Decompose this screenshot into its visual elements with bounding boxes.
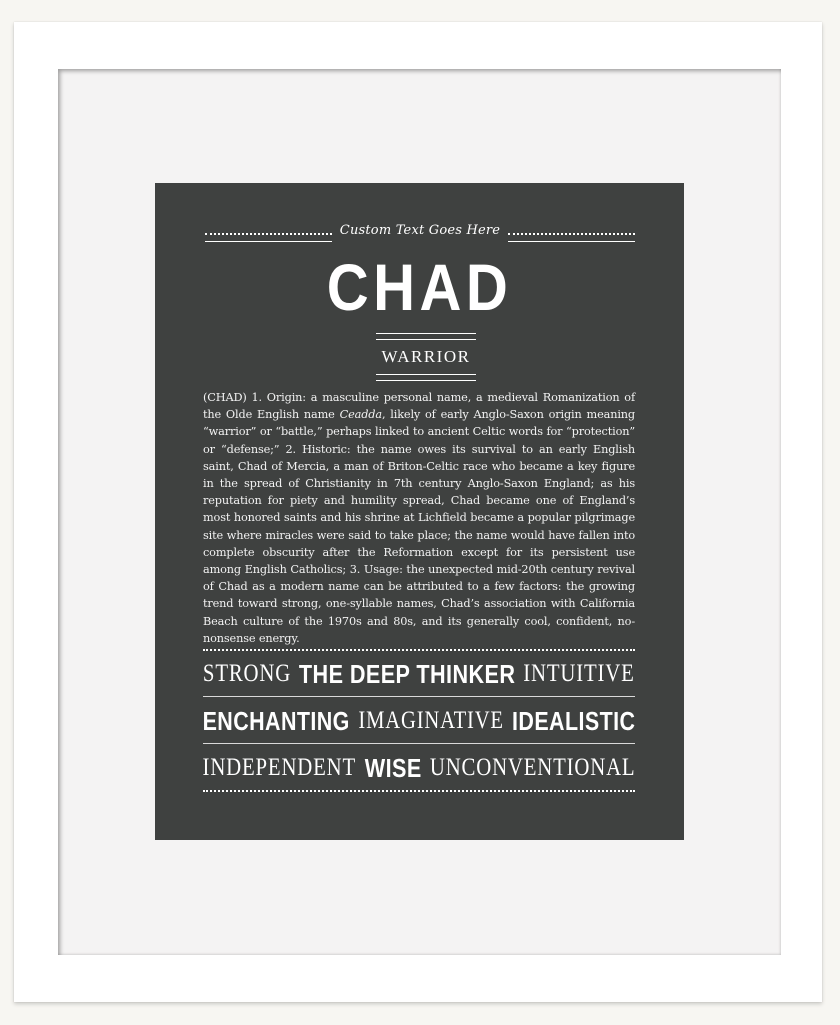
- trait: WISE: [364, 753, 422, 783]
- traits-line-3: [203, 748, 635, 788]
- meaning-block: [371, 333, 481, 381]
- name-definition: [203, 389, 635, 647]
- name-title: CHAD: [326, 250, 513, 324]
- trait: UNCONVENTIONAL: [429, 754, 635, 781]
- trait: IDEALISTIC: [511, 706, 635, 736]
- trait: THE DEEP THINKER: [299, 659, 516, 689]
- dotted-rule-right: [508, 233, 635, 242]
- traits-rule-2: [203, 743, 635, 744]
- trait: INDEPENDENT: [203, 754, 357, 781]
- custom-text: Custom Text Goes Here: [339, 223, 501, 238]
- dotted-rule-left: [205, 233, 332, 242]
- traits-dotted-rule-top: [203, 649, 635, 651]
- name-meaning-print: [155, 183, 684, 840]
- traits-line-1: [203, 654, 635, 694]
- definition-italic-name: Ceadda: [339, 408, 382, 422]
- frame-mat: [58, 69, 781, 955]
- trait: INTUITIVE: [523, 660, 635, 687]
- meaning-rule-bottom: [376, 374, 476, 381]
- name-meaning: WARRIOR: [381, 347, 471, 366]
- trait: IMAGINATIVE: [358, 707, 504, 734]
- trait: STRONG: [203, 660, 292, 687]
- picture-frame: [14, 22, 822, 1002]
- traits-rule-1: [203, 696, 635, 697]
- trait: ENCHANTING: [203, 706, 351, 736]
- meaning-rule-top: [376, 333, 476, 340]
- traits-dotted-rule-bottom: [203, 790, 635, 792]
- definition-part-2: , likely of early Anglo-Saxon origin meaning “warrior” or “battle,” perhaps linked to ancient Celtic words for “protection” or “defense;” 2. Historic: the name owes its survival to an early English saint, Chad of Mercia, a man of Briton-Celtic race who became a key figure in the spread of Christianity in 7th century Anglo-Saxon England; as his reputation for piety and humility spread, Chad became one of England’s most honored saints and his shrine at Lichfield became a popular pilgrimage site where miracles were said to take place; the name would have fallen into complete obscurity after the Reformation except for its persistent use among English Catholics; 3. Usage: the unexpected mid-20th century revival of Chad as a modern name can be attributed to a few factors: the growing trend toward strong, one-syllable names, Chad’s association with California Beach culture of the 1970s and 80s, and its generally cool, confident, no-nonsense energy.: [203, 408, 635, 645]
- traits-line-2: [203, 701, 635, 741]
- definition-part-1: (CHAD) 1. Origin: a masculine personal name, a medieval Romanization of the Olde English name: [203, 391, 635, 422]
- custom-text-row: [205, 221, 635, 251]
